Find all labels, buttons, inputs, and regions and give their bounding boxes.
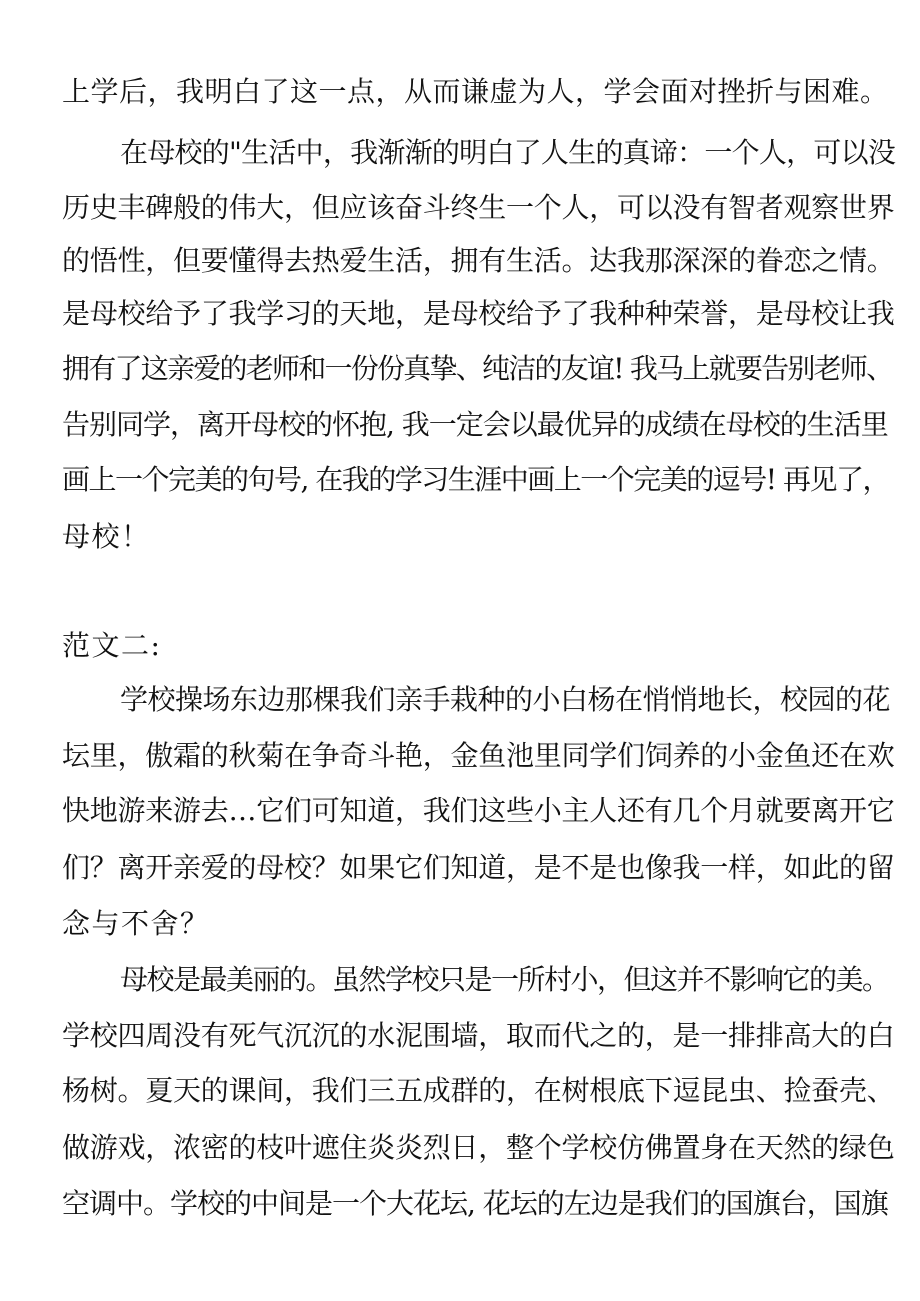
text-line: 的悟性，但要懂得去热爱生活，拥有生活。达我那深深的眷恋之情。	[62, 244, 895, 277]
text-line: 是母校给予了我学习的天地，是母校给予了我种种荣誉，是母校让我	[62, 297, 895, 330]
text-line: 快地游来游去…它们可知道，我们这些小主人还有几个月就要离开它	[62, 794, 895, 827]
text-line: 拥有了这亲爱的老师和一份份真挚、纯洁的友谊! 我马上就要告别老师、	[62, 352, 893, 385]
text-line: 画上一个完美的句号, 在我的学习生涯中画上一个完美的逗号! 再见了，	[62, 463, 889, 496]
text-line: 历史丰碑般的伟大，但应该奋斗终生一个人，可以没有智者观察世界	[62, 191, 895, 224]
text-line: 做游戏，浓密的枝叶遮住炎炎烈日，整个学校仿佛置身在天然的绿色	[62, 1131, 895, 1164]
text-line: 空调中。学校的中间是一个大花坛, 花坛的左边是我们的国旗台，国旗	[62, 1187, 888, 1220]
paragraph-start-line: 学校操场东边那棵我们亲手栽种的小白杨在悄悄地长，校园的花	[120, 683, 891, 716]
paragraph-start-line: 在母校的"生活中，我渐渐的明白了人生的真谛：一个人，可以没	[120, 136, 896, 169]
paragraph-start-line: 母校是最美丽的。虽然学校只是一所村小，但这并不影响它的美。	[120, 963, 889, 996]
text-line: 上学后，我明白了这一点，从而谦虚为人，学会面对挫折与困难。	[62, 75, 889, 108]
text-line: 们？离开亲爱的母校？如果它们知道，是不是也像我一样，如此的留	[62, 851, 895, 884]
text-line: 杨树。夏天的课间，我们三五成群的，在树根底下逗昆虫、捡蚕壳、	[62, 1074, 895, 1107]
section-heading: 范文二:	[62, 629, 162, 662]
text-line: 坛里，傲霜的秋菊在争奇斗艳，金鱼池里同学们饲养的小金鱼还在欢	[62, 739, 895, 772]
text-line: 告别同学，离开母校的怀抱, 我一定会以最优异的成绩在母校的生活里	[62, 408, 888, 441]
text-line: 母校！	[62, 520, 151, 553]
text-line: 念与不舍？	[62, 907, 210, 940]
text-line: 学校四周没有死气沉沉的水泥围墙，取而代之的，是一排排高大的白	[62, 1019, 895, 1052]
